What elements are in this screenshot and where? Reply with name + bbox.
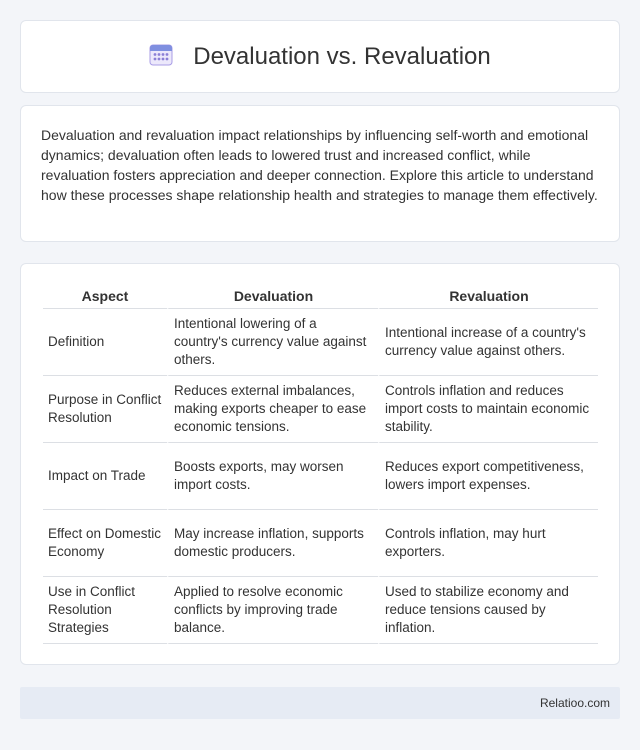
- title-wrap: [149, 42, 491, 71]
- devaluation-cell: Reduces external imbalances, making exports cheaper to ease economic tensions.: [167, 376, 378, 443]
- column-header-revaluation: Revaluation: [378, 284, 598, 309]
- column-header-devaluation: Devaluation: [167, 284, 378, 309]
- comparison-table: [43, 284, 598, 644]
- revaluation-cell: Reduces export competitiveness, lowers import expenses.: [378, 443, 598, 510]
- revaluation-cell: Controls inflation, may hurt exporters.: [378, 510, 598, 577]
- table-row: [43, 309, 598, 376]
- table-row: [43, 443, 598, 510]
- calendar-icon: [149, 42, 173, 71]
- footer-brand[interactable]: Relatioo.com: [539, 696, 610, 710]
- revaluation-cell: Controls inflation and reduces import costs to maintain economic stability.: [378, 376, 598, 443]
- revaluation-cell: Intentional increase of a country's currency value against others.: [378, 309, 598, 376]
- comparison-card: [20, 263, 620, 665]
- devaluation-cell: Intentional lowering of a country's currency value against others.: [167, 309, 378, 376]
- column-header-aspect: Aspect: [43, 284, 167, 309]
- revaluation-cell: Used to stabilize economy and reduce tensions caused by inflation.: [378, 577, 598, 644]
- table-row: [43, 376, 598, 443]
- aspect-cell: Purpose in Conflict Resolution: [43, 376, 167, 443]
- table-row: [43, 510, 598, 577]
- devaluation-cell: Applied to resolve economic conflicts by improving trade balance.: [167, 577, 378, 644]
- aspect-cell: Use in Conflict Resolution Strategies: [43, 577, 167, 644]
- devaluation-cell: Boosts exports, may worsen import costs.: [167, 443, 378, 510]
- intro-paragraph: Devaluation and revaluation impact relationships by influencing self-worth and emotional dynamics; devaluation often leads to lowered trust and increased conflict, while revaluation fosters appreciation and deeper connection. Explore this article to understand how these processes shape relationship health and strategies to manage them effectively.: [41, 127, 598, 203]
- devaluation-cell: May increase inflation, supports domestic producers.: [167, 510, 378, 577]
- footer-bar: [20, 687, 620, 719]
- intro-card: [20, 105, 620, 242]
- page-title: Devaluation vs. Revaluation: [193, 42, 491, 70]
- aspect-cell: Definition: [43, 309, 167, 376]
- aspect-cell: Impact on Trade: [43, 443, 167, 510]
- table-row: [43, 577, 598, 644]
- header-card: [20, 20, 620, 93]
- aspect-cell: Effect on Domestic Economy: [43, 510, 167, 577]
- table-header-row: [43, 284, 598, 309]
